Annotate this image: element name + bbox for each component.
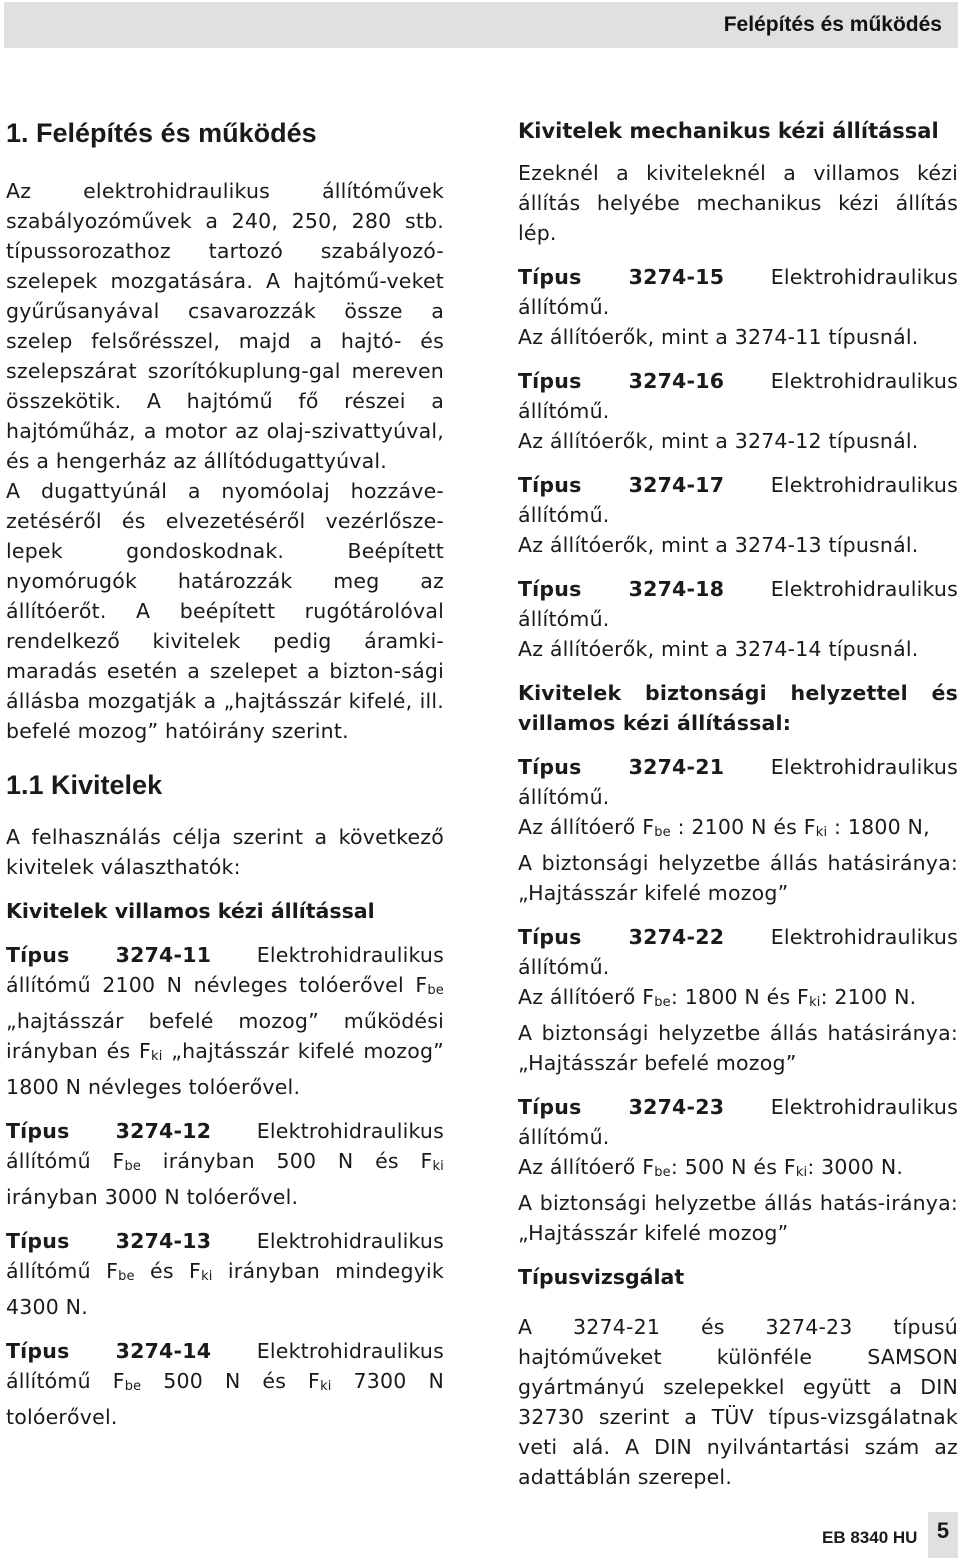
- force-text: Az állítóerő F: [518, 815, 655, 839]
- type-text: irányban 500 N és F: [141, 1149, 433, 1173]
- direction-text: A biztonsági helyzetbe állás hatás-iránya: „Hajtásszár kifelé mozog”: [518, 1191, 958, 1245]
- subscript: be: [654, 825, 671, 840]
- type-text: Elektrohidraulikus állítómű.: [518, 755, 958, 809]
- type-label: Típus 3274-13: [6, 1229, 212, 1253]
- right-column: [518, 116, 958, 1492]
- type-text: Elektrohidraulikus állítómű F: [6, 1229, 444, 1283]
- force-text: Az állítóerő F: [518, 1155, 655, 1179]
- subscript: ki: [795, 1165, 808, 1180]
- type-label: Típus 3274-18: [518, 577, 725, 601]
- type-text: Elektrohidraulikus állítómű.: [518, 369, 958, 423]
- document-code: EB 8340 HU: [822, 1528, 918, 1547]
- type-text: Elektrohidraulikus állítómű 2100 N névleges tolóerővel F: [6, 943, 444, 997]
- type-text: Elektrohidraulikus állítómű.: [518, 265, 958, 319]
- type-3274-22: [518, 922, 958, 1078]
- type-text: Elektrohidraulikus állítómű F: [6, 1339, 444, 1393]
- type-label: Típus 3274-21: [518, 755, 725, 779]
- type-label: Típus 3274-12: [6, 1119, 212, 1143]
- force-text: Az állítóerő F: [518, 985, 655, 1009]
- subscript: ki: [432, 1159, 444, 1174]
- direction-text: A biztonsági helyzetbe állás hatásiránya: „Hajtásszár kifelé mozog”: [518, 851, 958, 905]
- force-text: : 1800 N,: [827, 815, 930, 839]
- type-3274-13: [6, 1226, 444, 1322]
- page-number: 5: [928, 1512, 958, 1558]
- force-text: : 1800 N és F: [670, 985, 810, 1009]
- section-heading: 1. Felépítés és működés: [6, 118, 317, 148]
- force-text: : 2100 N.: [820, 985, 917, 1009]
- subsection-heading: 1.1 Kivitelek: [6, 770, 163, 800]
- type-3274-23: [518, 1092, 958, 1248]
- type-text: Az állítóerők, mint a 3274-12 típusnál.: [518, 429, 919, 453]
- subscript: be: [118, 1269, 135, 1284]
- type-label: Típus 3274-11: [6, 943, 212, 967]
- type-text: Elektrohidraulikus állítómű F: [6, 1119, 444, 1173]
- running-header-title: Felépítés és működés: [723, 13, 942, 36]
- type-3274-15: [518, 262, 958, 352]
- header-bar: [4, 2, 958, 48]
- type-label: Típus 3274-16: [518, 369, 725, 393]
- villamos-heading: Kivitelek villamos kézi állítással: [6, 899, 375, 923]
- type-label: Típus 3274-23: [518, 1095, 725, 1119]
- type-label: Típus 3274-17: [518, 473, 725, 497]
- subscript: be: [124, 1159, 142, 1174]
- type-3274-18: [518, 574, 958, 664]
- type-text: Elektrohidraulikus állítómű.: [518, 1095, 958, 1149]
- direction-text: A biztonsági helyzetbe állás hatásiránya: „Hajtásszár befelé mozog”: [518, 1021, 958, 1075]
- intro-paragraph: Az elektrohidraulikus állítóművek szabályozóművek a 240, 250, 280 stb. típussorozathoz tartozó szabályozó-szelepek mozgatására. A hajtómű-veket gyűrűsanyával csavarozzák össze a szelep felsőrésszel, majd a hajtó- és szelepszárat szorítókuplung-gal mereven összekötik. A hajtómű fő részei a hajtóműház, a motor az olaj-szivattyúval, és a hengerház az állítódugattyúval.: [6, 179, 444, 473]
- type-text: „hajtásszár befelé mozog” működési irányban és F: [6, 1009, 444, 1063]
- type-text: Elektrohidraulikus állítómű.: [518, 577, 958, 631]
- type-text: Az állítóerők, mint a 3274-14 típusnál.: [518, 637, 919, 661]
- type-text: irányban 3000 N tolóerővel.: [6, 1185, 299, 1209]
- selection-paragraph: A felhasználás célja szerint a következő kivitelek választhatók:: [6, 825, 444, 879]
- test-heading: Típusvizsgálat: [518, 1265, 685, 1289]
- type-text: „hajtásszár kifelé mozog” 1800 N névleges tolóerővel.: [6, 1039, 444, 1099]
- left-column: [6, 116, 444, 1446]
- type-text: Az állítóerők, mint a 3274-13 típusnál.: [518, 533, 919, 557]
- subscript: ki: [815, 825, 828, 840]
- type-3274-14: [6, 1336, 444, 1432]
- subscript: ki: [809, 995, 821, 1010]
- safety-heading: Kivitelek biztonsági helyzettel és villamos kézi állítással:: [518, 681, 958, 735]
- type-text: Elektrohidraulikus állítómű.: [518, 473, 958, 527]
- type-3274-12: [6, 1116, 444, 1212]
- force-text: : 3000 N.: [807, 1155, 904, 1179]
- type-label: Típus 3274-15: [518, 265, 725, 289]
- type-3274-11: [6, 940, 444, 1102]
- subscript: be: [654, 1165, 671, 1180]
- subscript: ki: [201, 1269, 213, 1284]
- type-label: Típus 3274-14: [6, 1339, 212, 1363]
- subscript: ki: [320, 1379, 332, 1394]
- type-text: irányban mindegyik 4300 N.: [6, 1259, 444, 1319]
- type-3274-21: [518, 752, 958, 908]
- subscript: be: [124, 1379, 142, 1394]
- force-text: : 500 N és F: [670, 1155, 796, 1179]
- subscript: ki: [151, 1049, 163, 1064]
- type-text: Az állítóerők, mint a 3274-11 típusnál.: [518, 325, 919, 349]
- subscript: be: [654, 995, 671, 1010]
- type-text: 7300 N tolóerővel.: [6, 1369, 444, 1429]
- type-label: Típus 3274-22: [518, 925, 725, 949]
- type-text: Elektrohidraulikus állítómű.: [518, 925, 958, 979]
- force-text: : 2100 N és F: [670, 815, 816, 839]
- intro-paragraph-2: A dugattyúnál a nyomóolaj hozzáve-zetéséről és elvezetéséről vezérlősze-lepek gondoskodnak. Beépített nyomórugók határozzák meg az állítóerőt. A beépített rugótárolóval rendelkező kivitelek pedig áramki-maradás esetén a szelepet a bizton-sági állásba mozgatják a „hajtásszár kifelé, ill. befelé mozog” hatóirány szerint.: [6, 479, 444, 743]
- mech-intro: Ezeknél a kiviteleknél a villamos kézi állítás helyébe mechanikus kézi állítás lép.: [518, 161, 958, 245]
- type-3274-17: [518, 470, 958, 560]
- type-text: 500 N és F: [141, 1369, 321, 1393]
- test-paragraph: A 3274-21 és 3274-23 típusú hajtóműveket különféle SAMSON gyártmányú szelepekkel együtt a DIN 32730 szerint a TÜV típus-vizsgálatnak veti alá. A DIN nyilvántartási szám az adattáblán szerepel.: [518, 1315, 958, 1489]
- type-3274-16: [518, 366, 958, 456]
- type-text: és F: [134, 1259, 202, 1283]
- subscript: be: [427, 983, 444, 998]
- mech-heading: Kivitelek mechanikus kézi állítással: [518, 119, 939, 143]
